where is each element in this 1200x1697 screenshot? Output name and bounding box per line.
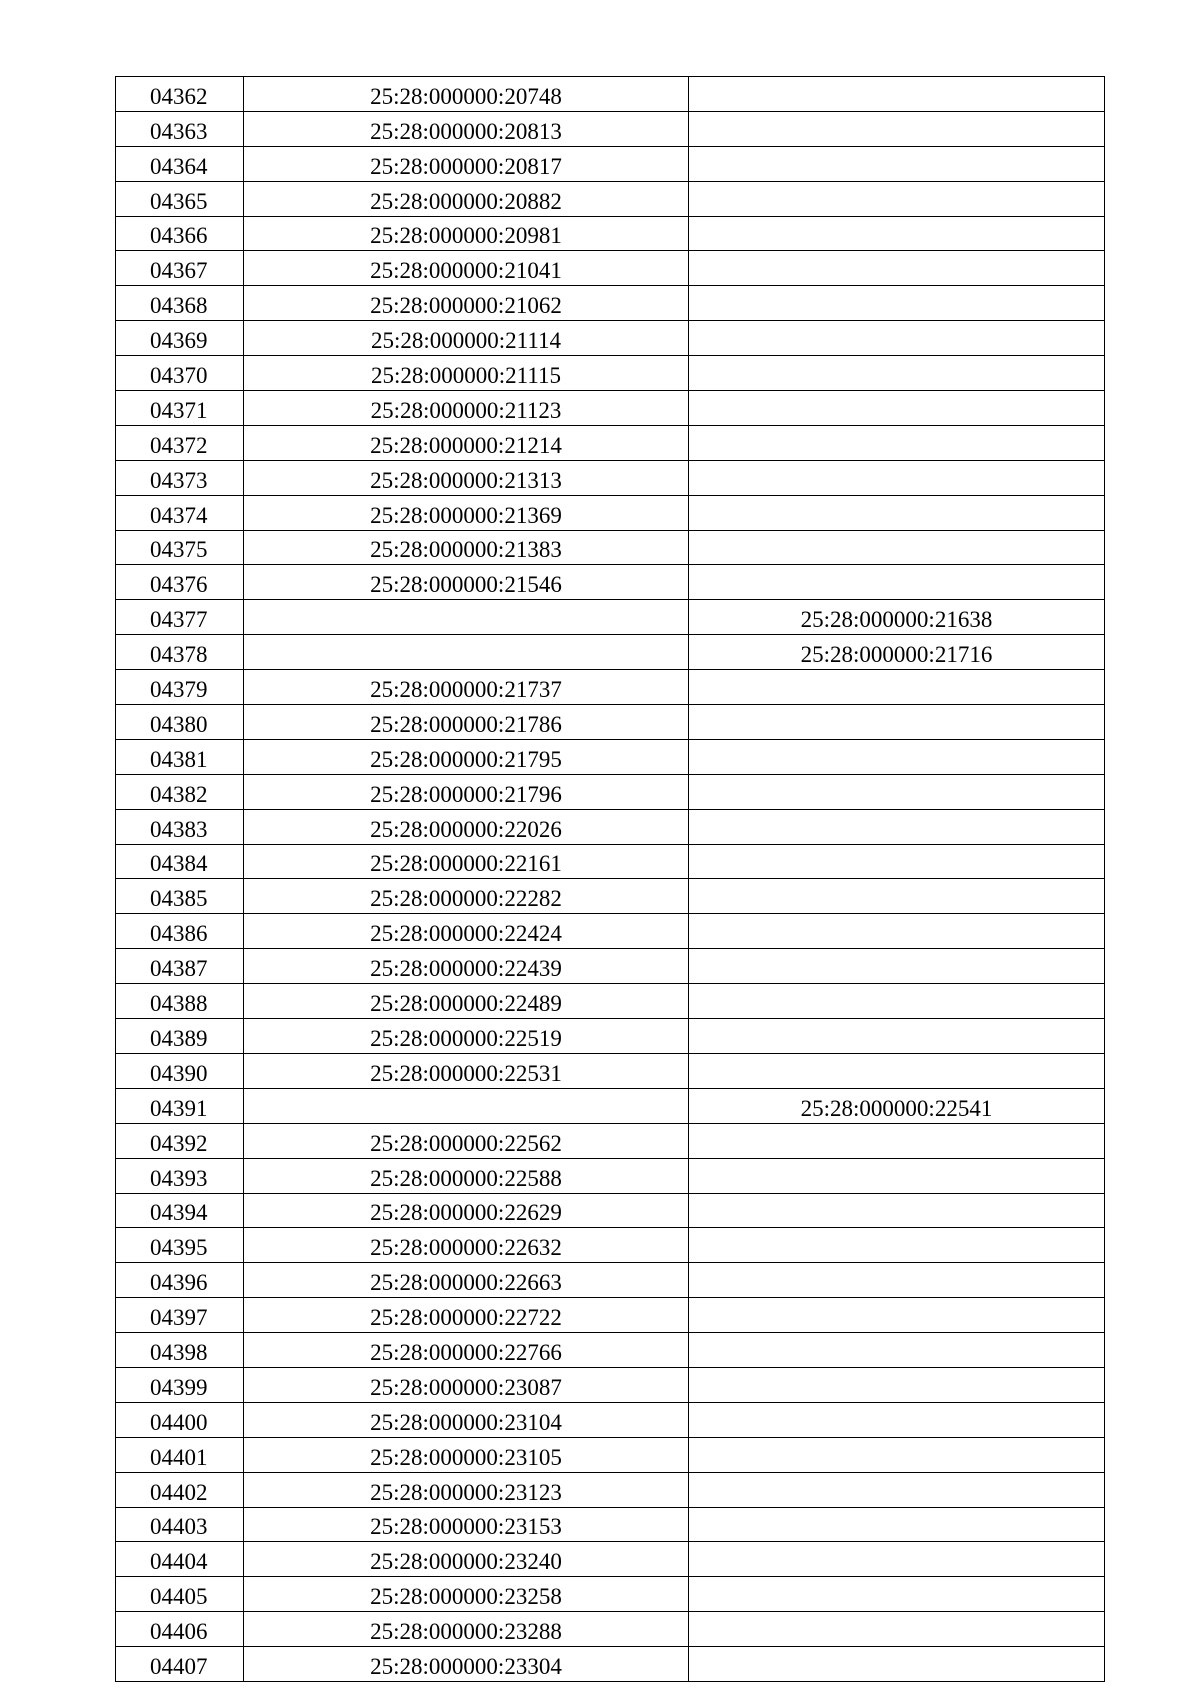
cadastral-number-cell: [244, 705, 689, 740]
table-row: [116, 425, 1105, 460]
table-row: [116, 635, 1105, 670]
cadastral-number-cell: [244, 425, 689, 460]
cadastral-number-cell: [244, 1367, 689, 1402]
row-number-cell: [116, 425, 244, 460]
cadastral-number-cell: [244, 600, 689, 635]
table-row: [116, 460, 1105, 495]
table-row: [116, 1472, 1105, 1507]
row-number-cell-text: 04405: [150, 1584, 208, 1610]
table-row: [116, 495, 1105, 530]
row-number-cell: [116, 1472, 244, 1507]
table-row: [116, 809, 1105, 844]
row-number-cell: [116, 739, 244, 774]
cadastral-number-cell: [244, 1088, 689, 1123]
cadastral-number-cell-text: 25:28:000000:22489: [370, 991, 562, 1017]
table-row: [116, 565, 1105, 600]
cadastral-number-cell: [244, 774, 689, 809]
table-row: [116, 1193, 1105, 1228]
cadastral-number-cell-text: 25:28:000000:21546: [370, 572, 562, 598]
alt-cadastral-number-cell: [689, 356, 1105, 391]
cadastral-number-cell: [244, 1228, 689, 1263]
alt-cadastral-number-cell: [689, 1228, 1105, 1263]
row-number-cell: [116, 1577, 244, 1612]
alt-cadastral-number-cell: [689, 146, 1105, 181]
row-number-cell: [116, 1367, 244, 1402]
row-number-cell: [116, 356, 244, 391]
alt-cadastral-number-cell: [689, 181, 1105, 216]
row-number-cell-text: 04370: [150, 363, 208, 389]
cadastral-number-cell-text: 25:28:000000:20981: [370, 223, 562, 249]
row-number-cell-text: 04376: [150, 572, 208, 598]
row-number-cell: [116, 1263, 244, 1298]
cadastral-number-cell: [244, 670, 689, 705]
cadastral-number-cell: [244, 77, 689, 112]
cadastral-number-cell-text: 25:28:000000:22282: [370, 886, 562, 912]
table-row: [116, 1542, 1105, 1577]
row-number-cell-text: 04389: [150, 1025, 208, 1051]
alt-cadastral-number-cell: [689, 1437, 1105, 1472]
alt-cadastral-number-cell: [689, 286, 1105, 321]
row-number-cell-text: 04392: [150, 1130, 208, 1156]
row-number-cell-text: 04394: [150, 1200, 208, 1226]
table-row: [116, 1158, 1105, 1193]
row-number-cell: [116, 391, 244, 426]
row-number-cell-text: 04402: [150, 1479, 208, 1505]
table-row: [116, 251, 1105, 286]
row-number-cell-text: 04385: [150, 886, 208, 912]
row-number-cell: [116, 495, 244, 530]
cadastral-number-cell: [244, 879, 689, 914]
cadastral-number-cell: [244, 1193, 689, 1228]
cadastral-number-cell: [244, 1333, 689, 1368]
cadastral-number-cell: [244, 1437, 689, 1472]
cadastral-number-cell: [244, 1542, 689, 1577]
row-number-cell: [116, 1333, 244, 1368]
cadastral-number-cell: [244, 844, 689, 879]
alt-cadastral-number-cell: [689, 774, 1105, 809]
cadastral-number-cell: [244, 635, 689, 670]
row-number-cell-text: 04380: [150, 711, 208, 737]
table-row: [116, 1088, 1105, 1123]
cadastral-number-cell-text: 25:28:000000:23104: [370, 1409, 562, 1435]
row-number-cell-text: 04407: [150, 1653, 208, 1679]
row-number-cell-text: 04401: [150, 1444, 208, 1470]
row-number-cell: [116, 1228, 244, 1263]
cadastral-number-cell: [244, 1507, 689, 1542]
row-number-cell: [116, 1612, 244, 1647]
row-number-cell: [116, 321, 244, 356]
table-row: [116, 111, 1105, 146]
alt-cadastral-number-cell: [689, 1088, 1105, 1123]
table-row: [116, 1053, 1105, 1088]
row-number-cell-text: 04383: [150, 816, 208, 842]
row-number-cell: [116, 774, 244, 809]
row-number-cell-text: 04371: [150, 397, 208, 423]
cadastral-number-cell: [244, 1647, 689, 1682]
alt-cadastral-number-cell: [689, 1542, 1105, 1577]
cadastral-number-cell-text: 25:28:000000:21383: [370, 537, 562, 563]
row-number-cell-text: 04382: [150, 781, 208, 807]
table-row: [116, 530, 1105, 565]
row-number-cell-text: 04387: [150, 956, 208, 982]
row-number-cell-text: 04365: [150, 188, 208, 214]
cadastral-number-cell-text: 25:28:000000:22722: [370, 1305, 562, 1331]
row-number-cell-text: 04399: [150, 1374, 208, 1400]
cadastral-number-cell-text: 25:28:000000:21214: [370, 432, 562, 458]
cadastral-number-cell: [244, 1263, 689, 1298]
cadastral-number-cell-text: 25:28:000000:22424: [370, 921, 562, 947]
cadastral-number-cell: [244, 1298, 689, 1333]
cadastral-number-cell: [244, 914, 689, 949]
cadastral-number-cell-text: 25:28:000000:22663: [370, 1270, 562, 1296]
cadastral-number-cell-text: 25:28:000000:23288: [370, 1619, 562, 1645]
cadastral-number-cell: [244, 1123, 689, 1158]
table-row: [116, 774, 1105, 809]
cadastral-number-cell: [244, 460, 689, 495]
row-number-cell: [116, 1647, 244, 1682]
alt-cadastral-number-cell: [689, 739, 1105, 774]
alt-cadastral-number-cell: [689, 984, 1105, 1019]
table-row: [116, 1263, 1105, 1298]
cadastral-number-cell-text: 25:28:000000:22531: [370, 1060, 562, 1086]
row-number-cell: [116, 1437, 244, 1472]
row-number-cell-text: 04393: [150, 1165, 208, 1191]
cadastral-number-cell: [244, 809, 689, 844]
alt-cadastral-number-cell: [689, 1367, 1105, 1402]
table-row: [116, 844, 1105, 879]
row-number-cell-text: 04362: [150, 83, 208, 109]
cadastral-number-cell: [244, 1402, 689, 1437]
cadastral-number-cell-text: 25:28:000000:21786: [370, 711, 562, 737]
cadastral-number-cell: [244, 1577, 689, 1612]
alt-cadastral-number-cell: [689, 809, 1105, 844]
row-number-cell: [116, 1507, 244, 1542]
cadastral-number-cell-text: 25:28:000000:21369: [370, 502, 562, 528]
cadastral-number-cell-text: 25:28:000000:20748: [370, 83, 562, 109]
row-number-cell-text: 04391: [150, 1095, 208, 1121]
cadastral-number-cell-text: 25:28:000000:23240: [370, 1549, 562, 1575]
table-row: [116, 600, 1105, 635]
row-number-cell: [116, 1298, 244, 1333]
alt-cadastral-number-cell: [689, 949, 1105, 984]
row-number-cell: [116, 1088, 244, 1123]
cadastral-number-cell-text: 25:28:000000:21796: [370, 781, 562, 807]
table-row: [116, 286, 1105, 321]
cadastral-number-cell: [244, 356, 689, 391]
cadastral-number-cell-text: 25:28:000000:22562: [370, 1130, 562, 1156]
cadastral-number-cell: [244, 739, 689, 774]
row-number-cell: [116, 1193, 244, 1228]
table-row: [116, 356, 1105, 391]
cadastral-number-cell-text: 25:28:000000:21062: [370, 293, 562, 319]
table-row: [116, 1228, 1105, 1263]
cadastral-number-cell-text: 25:28:000000:20817: [370, 153, 562, 179]
table-row: [116, 1612, 1105, 1647]
row-number-cell-text: 04406: [150, 1619, 208, 1645]
row-number-cell-text: 04398: [150, 1339, 208, 1365]
cadastral-number-cell: [244, 321, 689, 356]
row-number-cell: [116, 1019, 244, 1054]
cadastral-number-cell: [244, 1472, 689, 1507]
cadastral-number-cell-text: 25:28:000000:23105: [370, 1444, 562, 1470]
cadastral-number-cell-text: 25:28:000000:21115: [371, 363, 561, 389]
row-number-cell: [116, 565, 244, 600]
cadastral-number-cell-text: 25:28:000000:21313: [370, 467, 562, 493]
row-number-cell: [116, 146, 244, 181]
row-number-cell-text: 04386: [150, 921, 208, 947]
row-number-cell: [116, 286, 244, 321]
cadastral-number-cell-text: 25:28:000000:23258: [370, 1584, 562, 1610]
row-number-cell: [116, 879, 244, 914]
cadastral-number-cell: [244, 1053, 689, 1088]
cadastral-number-cell-text: 25:28:000000:20882: [370, 188, 562, 214]
cadastral-number-cell-text: 25:28:000000:20813: [370, 118, 562, 144]
alt-cadastral-number-cell: [689, 1577, 1105, 1612]
cadastral-number-cell: [244, 146, 689, 181]
cadastral-number-cell: [244, 495, 689, 530]
row-number-cell-text: 04369: [150, 328, 208, 354]
cadastral-number-cell: [244, 286, 689, 321]
table-row: [116, 670, 1105, 705]
row-number-cell: [116, 1402, 244, 1437]
cadastral-number-cell: [244, 984, 689, 1019]
cadastral-registry-table: [115, 76, 1105, 1682]
row-number-cell-text: 04377: [150, 607, 208, 633]
row-number-cell-text: 04395: [150, 1235, 208, 1261]
row-number-cell-text: 04379: [150, 677, 208, 703]
table-row: [116, 1577, 1105, 1612]
cadastral-number-cell-text: 25:28:000000:23087: [370, 1374, 562, 1400]
alt-cadastral-number-cell: [689, 1019, 1105, 1054]
table-row: [116, 1019, 1105, 1054]
row-number-cell: [116, 600, 244, 635]
row-number-cell: [116, 216, 244, 251]
cadastral-number-cell: [244, 216, 689, 251]
cadastral-number-cell: [244, 565, 689, 600]
cadastral-number-cell-text: 25:28:000000:22026: [370, 816, 562, 842]
table-row: [116, 1123, 1105, 1158]
alt-cadastral-number-cell: [689, 391, 1105, 426]
cadastral-number-cell-text: 25:28:000000:22439: [370, 956, 562, 982]
cadastral-number-cell-text: 25:28:000000:21795: [370, 746, 562, 772]
alt-cadastral-number-cell: [689, 321, 1105, 356]
table-row: [116, 181, 1105, 216]
alt-cadastral-number-cell: [689, 879, 1105, 914]
cadastral-number-cell: [244, 111, 689, 146]
alt-cadastral-number-cell: [689, 844, 1105, 879]
alt-cadastral-number-cell: [689, 670, 1105, 705]
cadastral-number-cell: [244, 251, 689, 286]
row-number-cell-text: 04378: [150, 642, 208, 668]
row-number-cell: [116, 670, 244, 705]
table-row: [116, 77, 1105, 112]
row-number-cell: [116, 844, 244, 879]
row-number-cell-text: 04375: [150, 537, 208, 563]
row-number-cell-text: 04372: [150, 432, 208, 458]
row-number-cell-text: 04374: [150, 502, 208, 528]
alt-cadastral-number-cell: [689, 914, 1105, 949]
table-row: [116, 739, 1105, 774]
row-number-cell: [116, 705, 244, 740]
cadastral-number-cell: [244, 949, 689, 984]
cadastral-number-cell-text: 25:28:000000:23123: [370, 1479, 562, 1505]
row-number-cell: [116, 635, 244, 670]
cadastral-number-cell: [244, 391, 689, 426]
row-number-cell: [116, 530, 244, 565]
alt-cadastral-number-cell: [689, 1298, 1105, 1333]
alt-cadastral-number-cell: [689, 1263, 1105, 1298]
alt-cadastral-number-cell: [689, 460, 1105, 495]
alt-cadastral-number-cell: [689, 216, 1105, 251]
table-row: [116, 391, 1105, 426]
alt-cadastral-number-cell-text: 25:28:000000:21638: [800, 607, 993, 633]
cadastral-number-cell: [244, 1019, 689, 1054]
row-number-cell-text: 04363: [150, 118, 208, 144]
cadastral-number-cell: [244, 1158, 689, 1193]
row-number-cell: [116, 1053, 244, 1088]
cadastral-number-cell-text: 25:28:000000:22588: [370, 1165, 562, 1191]
row-number-cell: [116, 914, 244, 949]
alt-cadastral-number-cell: [689, 495, 1105, 530]
row-number-cell: [116, 77, 244, 112]
table-row: [116, 879, 1105, 914]
alt-cadastral-number-cell: [689, 1507, 1105, 1542]
alt-cadastral-number-cell-text: 25:28:000000:21716: [800, 642, 993, 668]
cadastral-number-cell-text: 25:28:000000:21041: [370, 258, 562, 284]
row-number-cell: [116, 1158, 244, 1193]
table-row: [116, 1402, 1105, 1437]
cadastral-number-cell-text: 25:28:000000:23153: [370, 1514, 562, 1540]
alt-cadastral-number-cell: [689, 1647, 1105, 1682]
cadastral-number-cell-text: 25:28:000000:22161: [370, 851, 562, 877]
row-number-cell: [116, 181, 244, 216]
row-number-cell-text: 04390: [150, 1060, 208, 1086]
alt-cadastral-number-cell: [689, 1053, 1105, 1088]
row-number-cell-text: 04373: [150, 467, 208, 493]
cadastral-number-cell-text: 25:28:000000:21114: [371, 328, 561, 354]
table-row: [116, 949, 1105, 984]
cadastral-number-cell-text: 25:28:000000:22766: [370, 1339, 562, 1365]
row-number-cell-text: 04397: [150, 1305, 208, 1331]
row-number-cell: [116, 251, 244, 286]
row-number-cell-text: 04366: [150, 223, 208, 249]
row-number-cell-text: 04364: [150, 153, 208, 179]
alt-cadastral-number-cell: [689, 1402, 1105, 1437]
cadastral-number-cell-text: 25:28:000000:22519: [370, 1025, 562, 1051]
table-row: [116, 1333, 1105, 1368]
alt-cadastral-number-cell: [689, 1472, 1105, 1507]
alt-cadastral-number-cell: [689, 530, 1105, 565]
alt-cadastral-number-cell: [689, 1333, 1105, 1368]
cadastral-number-cell: [244, 530, 689, 565]
alt-cadastral-number-cell: [689, 77, 1105, 112]
row-number-cell: [116, 1542, 244, 1577]
cadastral-number-cell-text: 25:28:000000:22632: [370, 1235, 562, 1261]
row-number-cell-text: 04368: [150, 293, 208, 319]
alt-cadastral-number-cell: [689, 600, 1105, 635]
cadastral-number-cell-text: 25:28:000000:21737: [370, 677, 562, 703]
table-row: [116, 705, 1105, 740]
alt-cadastral-number-cell: [689, 111, 1105, 146]
table-row: [116, 1507, 1105, 1542]
row-number-cell: [116, 1123, 244, 1158]
row-number-cell-text: 04384: [150, 851, 208, 877]
table-body: [116, 77, 1105, 1682]
row-number-cell: [116, 111, 244, 146]
row-number-cell-text: 04367: [150, 258, 208, 284]
table-row: [116, 146, 1105, 181]
cadastral-number-cell: [244, 181, 689, 216]
alt-cadastral-number-cell: [689, 425, 1105, 460]
alt-cadastral-number-cell: [689, 705, 1105, 740]
alt-cadastral-number-cell: [689, 1193, 1105, 1228]
row-number-cell-text: 04404: [150, 1549, 208, 1575]
alt-cadastral-number-cell: [689, 1158, 1105, 1193]
alt-cadastral-number-cell: [689, 1612, 1105, 1647]
alt-cadastral-number-cell: [689, 1123, 1105, 1158]
alt-cadastral-number-cell: [689, 251, 1105, 286]
cadastral-number-cell-text: 25:28:000000:23304: [370, 1653, 562, 1679]
table-row: [116, 1298, 1105, 1333]
table-row: [116, 1437, 1105, 1472]
row-number-cell: [116, 809, 244, 844]
table-row: [116, 321, 1105, 356]
row-number-cell-text: 04400: [150, 1409, 208, 1435]
table-row: [116, 1647, 1105, 1682]
row-number-cell-text: 04403: [150, 1514, 208, 1540]
alt-cadastral-number-cell: [689, 565, 1105, 600]
row-number-cell-text: 04388: [150, 991, 208, 1017]
table-row: [116, 216, 1105, 251]
alt-cadastral-number-cell: [689, 635, 1105, 670]
row-number-cell-text: 04396: [150, 1270, 208, 1296]
alt-cadastral-number-cell-text: 25:28:000000:22541: [800, 1095, 993, 1121]
row-number-cell: [116, 949, 244, 984]
table-row: [116, 914, 1105, 949]
row-number-cell: [116, 984, 244, 1019]
row-number-cell: [116, 460, 244, 495]
cadastral-number-cell-text: 25:28:000000:22629: [370, 1200, 562, 1226]
cadastral-number-cell: [244, 1612, 689, 1647]
row-number-cell-text: 04381: [150, 746, 208, 772]
cadastral-number-cell-text: 25:28:000000:21123: [370, 397, 562, 423]
table-row: [116, 984, 1105, 1019]
table-row: [116, 1367, 1105, 1402]
